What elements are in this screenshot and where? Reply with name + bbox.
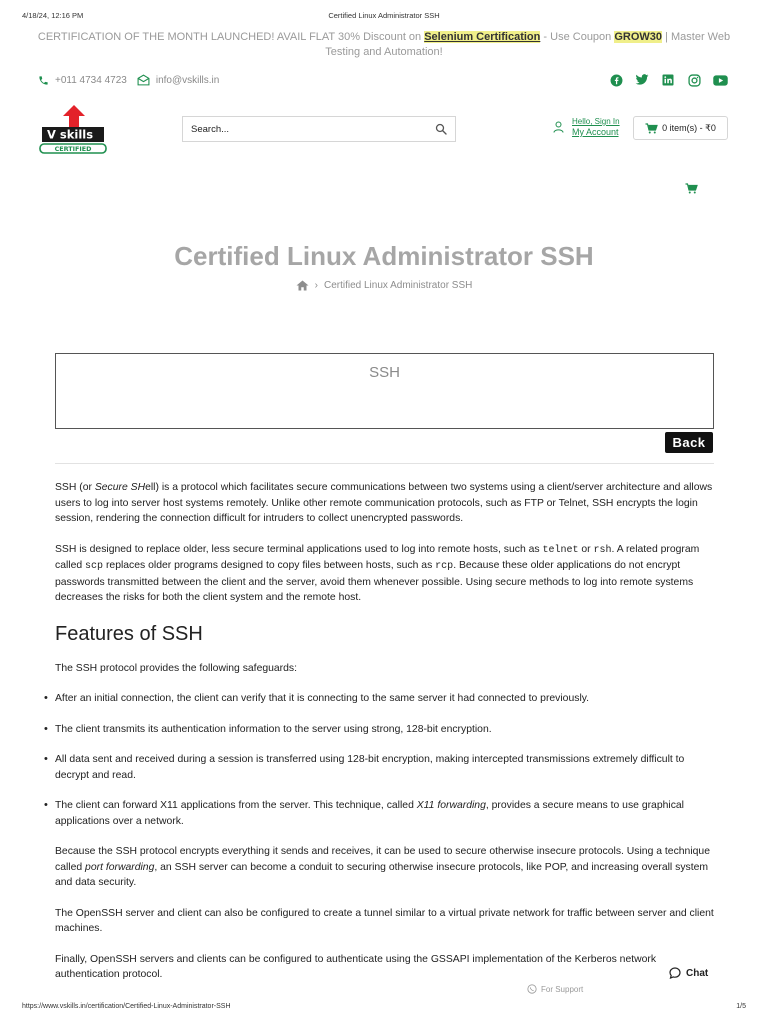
account-menu <box>553 117 620 137</box>
cart-label: 0 item(s) - ₹0 <box>662 122 716 133</box>
email-contact[interactable] <box>137 74 220 86</box>
paragraph-port-forwarding <box>55 844 715 891</box>
promo-prefix: CERTIFICATION OF THE MONTH LAUNCHED! AVAIL FLAT 30% Discount on <box>37 31 425 43</box>
print-date: 4/18/24, 12:16 PM <box>22 11 84 20</box>
text-run: port forwarding <box>85 861 155 873</box>
support-label: For Support <box>541 984 584 994</box>
section-heading: Features of SSH <box>55 622 203 645</box>
topic-label: SSH <box>369 364 400 381</box>
code-rsh: rsh <box>593 544 612 556</box>
youtube-icon[interactable] <box>712 72 728 88</box>
mini-cart-icon[interactable] <box>685 181 698 199</box>
safeguards-list <box>55 691 715 829</box>
email-icon <box>137 74 150 86</box>
chat-widget[interactable] <box>669 967 708 979</box>
text-run: Because the SSH protocol encrypts everything it sends and receives, it can be used to secure otherwise insecure protocols. Using a technique called <box>55 846 710 873</box>
list-item: • The client transmits its authentication information to the server using strong, 128-bit encryption. <box>55 722 715 738</box>
print-title: Certified Linux Administrator SSH <box>328 11 440 20</box>
article-content <box>55 480 715 998</box>
home-icon[interactable] <box>296 280 309 291</box>
back-button[interactable]: Back <box>665 432 713 453</box>
paragraph-safeguards-intro: The SSH protocol provides the following safeguards: <box>55 662 298 674</box>
whatsapp-icon <box>527 984 537 994</box>
facebook-icon[interactable] <box>608 72 624 88</box>
contact-bar <box>38 72 229 88</box>
phone-contact[interactable] <box>38 75 127 86</box>
paragraph-tunnel: The OpenSSH server and client can also be configured to create a tunnel similar to a virtual private network for traffic between server and client machines. <box>55 907 714 934</box>
print-header <box>0 11 768 23</box>
email-address: info@vskills.in <box>155 74 220 86</box>
chat-icon <box>669 967 681 979</box>
linkedin-icon[interactable] <box>660 72 676 88</box>
topic-box <box>55 353 714 429</box>
search-icon[interactable] <box>435 123 447 135</box>
code-rcp: rcp <box>435 561 454 572</box>
promo-banner <box>30 30 738 60</box>
cart-icon <box>645 123 658 134</box>
my-account-link[interactable]: My Account <box>572 127 619 137</box>
logo-brand: V skills <box>47 127 94 142</box>
text-run: SSH (or <box>55 482 95 493</box>
print-url: https://www.vskills.in/certification/Certified-Linux-Administrator-SSH <box>22 1003 231 1010</box>
cart-button[interactable] <box>633 116 728 140</box>
text-run: or <box>578 543 594 555</box>
text-run: SH <box>130 482 146 493</box>
list-item <box>55 798 715 829</box>
promo-suffix: | Master Web Testing and Automation! <box>325 31 731 58</box>
sign-in-link[interactable]: Hello, Sign In <box>572 117 620 126</box>
twitter-icon[interactable] <box>634 72 650 88</box>
search-bar <box>182 116 456 142</box>
social-links <box>598 72 728 88</box>
print-footer <box>0 1003 768 1013</box>
phone-number: +011 4734 4723 <box>55 74 127 86</box>
text-run: , provides a secure means to use graphical applications over a network. <box>55 800 684 827</box>
promo-code: GROW30 <box>614 31 663 43</box>
paragraph-design <box>55 542 715 606</box>
text-run: replaces older programs designed to copy files between hosts, such as <box>103 560 436 571</box>
text-run: Secure <box>94 482 131 493</box>
list-item: • After an initial connection, the client can verify that it is connecting to the same server it had connected to previously. <box>55 691 715 707</box>
chevron-right-icon: › <box>314 280 318 291</box>
text-run: . Because these older applications do not encrypt passwords transmitted between the client and the server, avoid them whenever possible. Using secure methods to log into remote systems decreases the risks for both the client system and the remote host. <box>55 560 694 603</box>
text-run: SSH is designed to replace older, less secure terminal applications used to log into remote hosts, such as <box>55 543 543 555</box>
paragraph-kerberos: Finally, OpenSSH servers and clients can be configured to authenticate using the GSSAPI implementation of the Kerberos network authentication protocol. <box>55 953 657 980</box>
promo-link[interactable]: Selenium Certification <box>424 31 541 43</box>
search-input[interactable] <box>191 124 435 135</box>
text-run: X11 forwarding <box>416 800 486 811</box>
phone-icon <box>38 75 49 86</box>
promo-middle: - Use Coupon <box>540 31 615 43</box>
text-run: , an SSH server can become a conduit to securing otherwise insecure protocols, like POP, and increasing overall system and data security. <box>55 861 709 888</box>
list-item: • All data sent and received during a session is transferred using 128-bit encryption, making intercepted transmissions extremely difficult to decrypt and read. <box>55 752 715 783</box>
paragraph-intro <box>55 480 715 527</box>
instagram-icon[interactable] <box>686 72 702 88</box>
divider <box>55 463 714 464</box>
page-title: Certified Linux Administrator SSH <box>174 241 594 271</box>
text-run: . A related program called <box>55 543 700 571</box>
print-page-number: 1/5 <box>736 1003 746 1010</box>
code-telnet: telnet <box>542 544 579 556</box>
logo-tagline: CERTIFIED <box>54 145 92 154</box>
code-scp: scp <box>85 561 104 572</box>
chat-label: Chat <box>686 967 709 979</box>
text-run: The client can forward X11 applications from the server. This technique, called <box>55 800 417 811</box>
user-icon <box>553 121 564 133</box>
vskills-logo[interactable] <box>38 104 110 154</box>
breadcrumb <box>0 280 768 291</box>
breadcrumb-current[interactable]: Certified Linux Administrator SSH <box>323 280 473 291</box>
text-run: ell) is a protocol which facilitates secure communications between two systems using a client/server architecture and allows users to log into server host systems remotely. Unlike other remote communication protocols, such as FTP or Telnet, SSH encrypts the login session, rendering the connection difficult for intruders to collect unencrypted passwords. <box>55 482 713 524</box>
support-link[interactable] <box>527 984 583 994</box>
